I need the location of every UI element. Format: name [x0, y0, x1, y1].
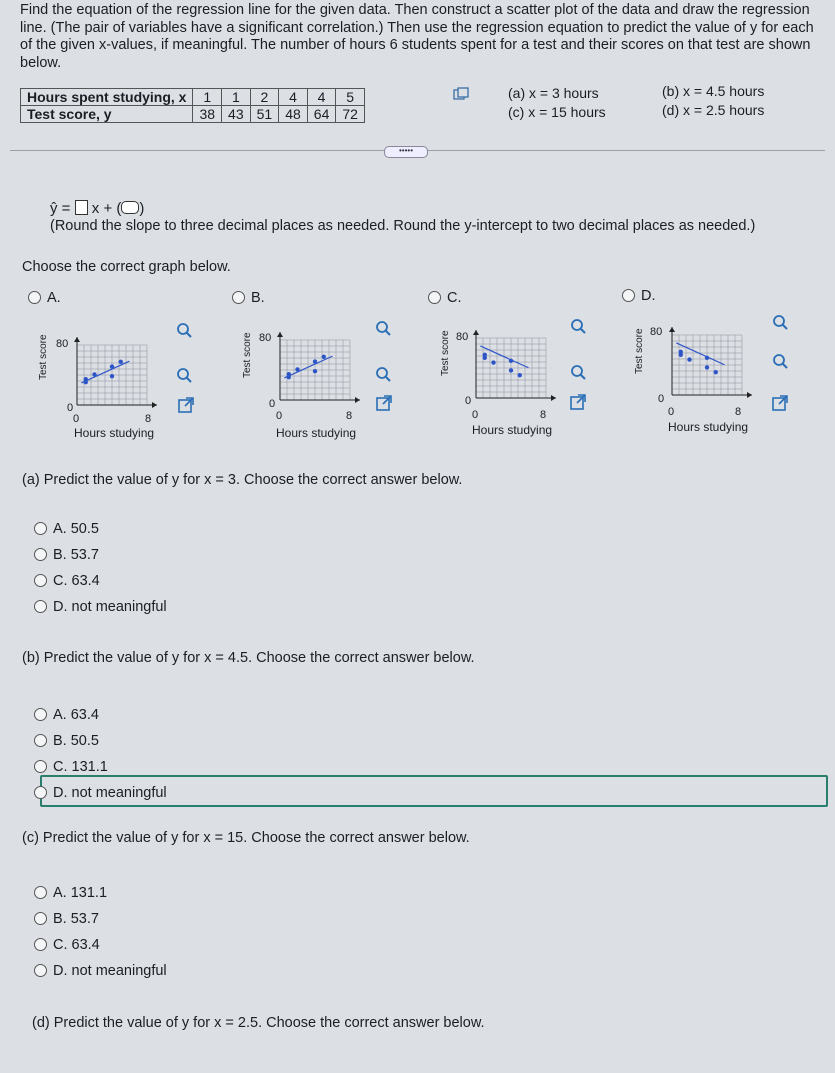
graph-option-b[interactable]: [232, 290, 265, 306]
table-cell: 72: [336, 106, 365, 123]
option-label: C.: [447, 290, 462, 306]
option-text: C. 63.4: [53, 573, 100, 589]
slope-input[interactable]: [75, 200, 88, 215]
answer-option[interactable]: [34, 594, 167, 620]
radio-icon[interactable]: [622, 289, 635, 302]
x-tick-0: 0: [668, 406, 675, 418]
radio-icon[interactable]: [34, 912, 47, 925]
answer-option[interactable]: [34, 754, 167, 780]
data-point: [705, 356, 709, 360]
y-axis-label: Test score: [242, 332, 253, 378]
radio-icon[interactable]: [232, 291, 245, 304]
option-text: A. 50.5: [53, 521, 99, 537]
data-point: [119, 360, 123, 364]
data-point: [287, 372, 291, 376]
row-label-x: Hours spent studying, x: [21, 89, 193, 106]
data-point: [705, 365, 709, 369]
regression-line: [480, 346, 528, 368]
data-point: [110, 374, 114, 378]
y-tick-80: 80: [259, 332, 272, 344]
table-cell: 38: [193, 106, 222, 123]
prediction-list-left: [508, 84, 606, 122]
radio-icon[interactable]: [28, 291, 41, 304]
x-tick-0: 0: [472, 409, 479, 421]
radio-icon[interactable]: [34, 522, 47, 535]
x-axis-label: Hours studying: [276, 426, 357, 440]
x-tick-8: 8: [540, 409, 547, 421]
answer-option[interactable]: [34, 906, 167, 932]
x-axis-label: Hours studying: [74, 426, 155, 440]
option-label: A.: [47, 290, 61, 306]
radio-icon[interactable]: [34, 886, 47, 899]
option-text: A. 131.1: [53, 885, 108, 901]
table-cell: 1: [222, 89, 251, 106]
data-point: [313, 359, 317, 363]
option-text: D. not meaningful: [53, 785, 167, 801]
prediction-b: (b) x = 4.5 hours: [662, 83, 765, 99]
option-label: B.: [251, 290, 265, 306]
copy-table-icon[interactable]: [453, 87, 469, 101]
radio-icon[interactable]: [34, 574, 47, 587]
part-b-options: [34, 702, 167, 806]
regression-line: [284, 356, 332, 378]
regression-line: [81, 361, 129, 383]
graph-option-d[interactable]: [622, 288, 656, 304]
table-cell: 5: [336, 89, 365, 106]
part-c-options: [34, 880, 167, 984]
x-axis-arrow: [152, 402, 157, 408]
part-b-question: (b) Predict the value of y for x = 4.5. Choose the correct answer below.: [22, 650, 475, 666]
intercept-input[interactable]: [121, 201, 139, 214]
table-cell: 1: [193, 89, 222, 106]
y-tick-80: 80: [456, 331, 469, 343]
y-tick-0: 0: [465, 395, 472, 407]
y-axis-arrow: [473, 330, 479, 335]
table-cell: 2: [250, 89, 279, 106]
answer-option[interactable]: [34, 568, 167, 594]
answer-option[interactable]: [34, 880, 167, 906]
prediction-d: (d) x = 2.5 hours: [662, 102, 765, 118]
prediction-list-right: [662, 82, 764, 120]
answer-option[interactable]: [34, 728, 167, 754]
scatter-plot-c: [464, 318, 564, 413]
prediction-a: (a) x = 3 hours: [508, 85, 599, 101]
prediction-c: (c) x = 15 hours: [508, 104, 606, 120]
radio-icon[interactable]: [428, 291, 441, 304]
x-axis-label: Hours studying: [472, 423, 553, 437]
option-text: B. 53.7: [53, 911, 99, 927]
option-text: A. 63.4: [53, 707, 99, 723]
y-axis-label: Test score: [440, 330, 451, 376]
open-graph-icon[interactable]: [772, 395, 788, 411]
answer-option[interactable]: [34, 958, 167, 984]
option-text: B. 50.5: [53, 733, 99, 749]
data-table: [20, 88, 365, 123]
zoom-out-icon[interactable]: [772, 353, 788, 369]
x-tick-0: 0: [276, 410, 283, 422]
option-text: B. 53.7: [53, 547, 99, 563]
data-point: [518, 373, 522, 377]
radio-icon[interactable]: [34, 938, 47, 951]
zoom-in-icon[interactable]: [570, 318, 586, 334]
y-tick-80: 80: [650, 326, 663, 338]
option-text: D. not meaningful: [53, 599, 167, 615]
part-a-options: [34, 516, 167, 620]
table-cell: 51: [250, 106, 279, 123]
zoom-in-icon[interactable]: [772, 314, 788, 330]
open-graph-icon[interactable]: [570, 394, 586, 410]
regression-line: [676, 343, 724, 365]
y-axis-arrow: [74, 337, 80, 342]
radio-icon[interactable]: [34, 786, 47, 799]
part-c-question: (c) Predict the value of y for x = 15. Choose the correct answer below.: [22, 830, 470, 846]
answer-option[interactable]: [34, 932, 167, 958]
data-point: [322, 355, 326, 359]
x-tick-8: 8: [735, 406, 742, 418]
open-graph-icon[interactable]: [376, 395, 392, 411]
answer-option[interactable]: [34, 780, 167, 806]
data-point: [313, 369, 317, 373]
table-row: [21, 89, 365, 106]
scatter-plot-b: [268, 320, 368, 415]
row-label-y: Test score, y: [21, 106, 193, 123]
x-axis-arrow: [747, 392, 752, 398]
data-point: [714, 370, 718, 374]
y-tick-0: 0: [269, 398, 276, 410]
x-axis-arrow: [355, 397, 360, 403]
table-cell: 64: [307, 106, 336, 123]
data-point: [491, 360, 495, 364]
data-point: [679, 353, 683, 357]
rounding-note: (Round the slope to three decimal places as needed. Round the y-intercept to two decimal places as needed.): [50, 218, 756, 234]
open-graph-icon[interactable]: [178, 397, 194, 413]
y-tick-0: 0: [67, 402, 74, 414]
data-point: [509, 368, 513, 372]
x-tick-8: 8: [346, 410, 353, 422]
graph-option-c[interactable]: [428, 290, 462, 306]
table-cell: 4: [279, 89, 308, 106]
yhat-label: ŷ =: [50, 200, 71, 217]
radio-icon[interactable]: [34, 760, 47, 773]
question-intro: Find the equation of the regression line for the given data. Then construct a scatter plot of the data and draw the regression line. (The pair of variables have a significant correlation.) Then use the regression equation to predict the value of y for each of the given x-values, if meaningful. The number of hours 6 students spent for a test and their scores on that test are shown below.: [20, 2, 814, 71]
zoom-out-icon[interactable]: [375, 366, 391, 382]
radio-icon[interactable]: [34, 708, 47, 721]
x-plus-label: x +: [91, 200, 113, 217]
y-axis-label: Test score: [38, 334, 49, 380]
data-point: [84, 377, 88, 381]
x-tick-8: 8: [145, 413, 152, 425]
part-d-question: (d) Predict the value of y for x = 2.5. Choose the correct answer below.: [32, 1015, 485, 1031]
zoom-in-icon[interactable]: [176, 322, 192, 338]
data-point: [687, 357, 691, 361]
table-cell: 43: [222, 106, 251, 123]
part-a-question: (a) Predict the value of y for x = 3. Choose the correct answer below.: [22, 472, 463, 488]
zoom-out-icon[interactable]: [176, 367, 192, 383]
option-text: D. not meaningful: [53, 963, 167, 979]
table-row: [21, 106, 365, 123]
radio-icon[interactable]: [34, 600, 47, 613]
scatter-plot-d: [660, 315, 760, 410]
data-point: [509, 359, 513, 363]
option-label: D.: [641, 288, 656, 304]
data-point: [92, 372, 96, 376]
choose-graph-prompt: Choose the correct graph below.: [22, 259, 231, 275]
y-axis-label: Test score: [634, 328, 645, 374]
data-point: [295, 367, 299, 371]
data-point: [483, 356, 487, 360]
option-text: C. 63.4: [53, 937, 100, 953]
more-button[interactable]: •••••: [384, 146, 428, 158]
x-axis-arrow: [551, 395, 556, 401]
table-cell: 48: [279, 106, 308, 123]
y-axis-arrow: [277, 332, 283, 337]
radio-icon[interactable]: [34, 548, 47, 561]
radio-icon[interactable]: [34, 964, 47, 977]
zoom-in-icon[interactable]: [375, 320, 391, 336]
x-tick-0: 0: [73, 413, 80, 425]
scatter-plot-a: [65, 325, 165, 420]
answer-option[interactable]: [34, 702, 167, 728]
answer-option[interactable]: [34, 516, 167, 542]
x-axis-label: Hours studying: [668, 420, 749, 434]
table-cell: 4: [307, 89, 336, 106]
radio-icon[interactable]: [34, 734, 47, 747]
data-point: [110, 364, 114, 368]
option-text: C. 131.1: [53, 759, 108, 775]
y-axis-arrow: [669, 327, 675, 332]
answer-option[interactable]: [34, 542, 167, 568]
y-tick-0: 0: [658, 393, 665, 405]
regression-equation: ŷ = x + ( ): [50, 200, 145, 217]
zoom-out-icon[interactable]: [570, 364, 586, 380]
graph-option-a[interactable]: [28, 290, 61, 306]
y-tick-80: 80: [56, 338, 69, 350]
